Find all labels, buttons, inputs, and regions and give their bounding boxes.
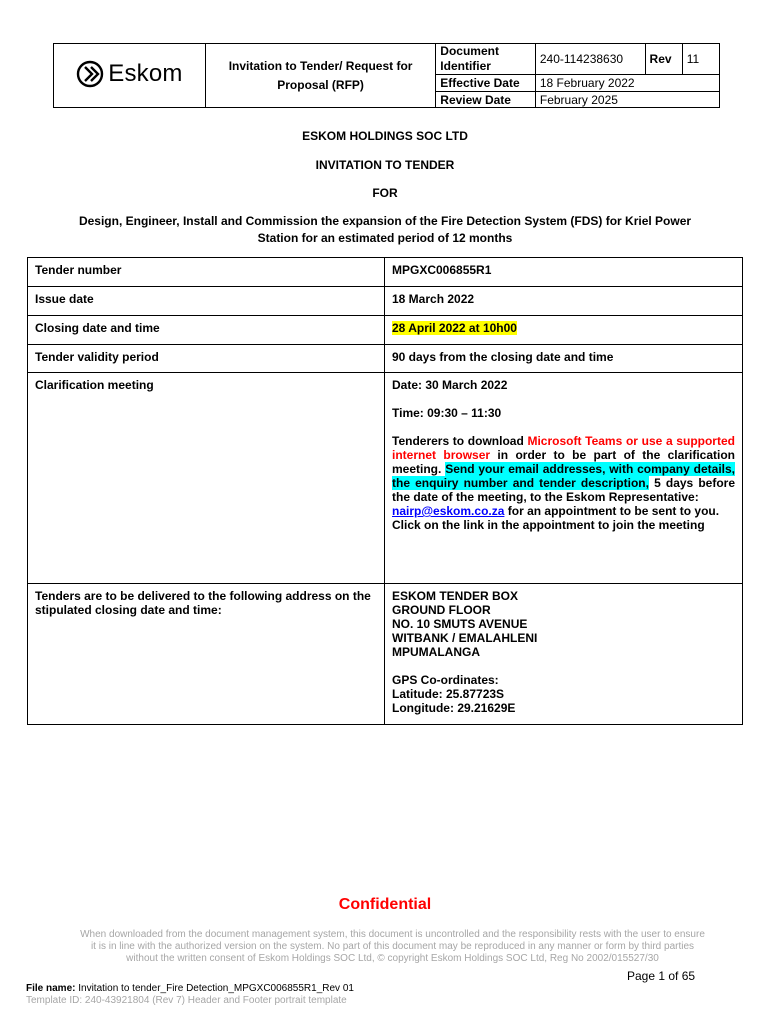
issue-date-label: Issue date bbox=[28, 287, 385, 316]
effective-date-label: Effective Date bbox=[436, 75, 536, 92]
instruction-text: in order to be part of the clarification meeting. bbox=[392, 448, 735, 476]
eskom-logo bbox=[76, 60, 182, 88]
company-name: ESKOM HOLDINGS SOC LTD bbox=[302, 129, 468, 143]
template-id: Template ID: 240-43921804 (Rev 7) Header and Footer portrait template bbox=[26, 995, 347, 1006]
validity-value: 90 days from the closing date and time bbox=[385, 345, 743, 373]
invitation-heading: INVITATION TO TENDER bbox=[315, 158, 455, 172]
file-name-label: File name: bbox=[26, 983, 76, 994]
gps-latitude: Latitude: 25.87723S bbox=[392, 687, 505, 701]
tender-number-label: Tender number bbox=[28, 258, 385, 287]
file-name bbox=[26, 983, 354, 995]
address-line: MPUMALANGA bbox=[392, 645, 480, 659]
closing-date-label: Closing date and time bbox=[28, 316, 385, 345]
table-row bbox=[28, 373, 743, 584]
teams-requirement: Microsoft Teams or use a supported internet browser bbox=[392, 434, 735, 462]
effective-date-value: 18 February 2022 bbox=[535, 75, 719, 92]
delivery-label: Tenders are to be delivered to the following address on the stipulated closing date and time: bbox=[28, 584, 385, 725]
disclaimer-text: When downloaded from the document management system, this document is uncontrolled and the responsibility rests with the user to ensure it is in line with the authorized version on the system. No part of this document may be reproduced in any manner or form by third parties without the written consent of Eskom Holdings SOC Ltd, © copyright Eskom Holdings SOC Ltd, Reg No 2002/015527/30 bbox=[80, 929, 705, 964]
for-heading: FOR bbox=[372, 186, 398, 200]
document-title: Invitation to Tender/ Request for Proposal (RFP) bbox=[205, 44, 435, 108]
doc-id-label: Document Identifier bbox=[436, 44, 536, 75]
table-row bbox=[28, 345, 743, 373]
tender-details-table bbox=[27, 257, 743, 725]
address-line: WITBANK / EMALAHLENI bbox=[392, 631, 538, 645]
tender-number-value: MPGXC006855R1 bbox=[385, 258, 743, 287]
page-number: Page 1 of 65 bbox=[627, 969, 696, 983]
clarification-date: Date: 30 March 2022 bbox=[392, 378, 508, 392]
gps-label: GPS Co-ordinates: bbox=[392, 673, 499, 687]
table-row bbox=[28, 287, 743, 316]
instruction-text: for an appointment to be sent to you. bbox=[504, 504, 720, 518]
instruction-text: Tenderers to download bbox=[392, 434, 528, 448]
representative-email-link[interactable]: nairp@eskom.co.za bbox=[392, 504, 505, 518]
email-instruction-highlight: Send your email addresses, with company details, the enquiry number and tender description, bbox=[392, 462, 735, 490]
delivery-address bbox=[385, 584, 743, 725]
gps-longitude: Longitude: 29.21629E bbox=[392, 701, 516, 715]
eskom-emblem-icon bbox=[76, 60, 104, 88]
address-line: NO. 10 SMUTS AVENUE bbox=[392, 617, 528, 631]
clarification-instructions bbox=[392, 434, 735, 518]
review-date-label: Review Date bbox=[436, 92, 536, 108]
confidential-label: Confidential bbox=[338, 896, 432, 913]
table-row bbox=[28, 584, 743, 725]
tender-subject: Design, Engineer, Install and Commission the expansion of the Fire Detection System (FDS) for Kriel Power Station for an estimated period of 12 months bbox=[78, 214, 692, 245]
address-line: ESKOM TENDER BOX bbox=[392, 589, 519, 603]
review-date-value: February 2025 bbox=[535, 92, 719, 108]
instruction-text: 5 days before the date of the meeting, to the Eskom Representative: bbox=[392, 476, 735, 504]
closing-date-cell bbox=[385, 316, 743, 345]
issue-date-value: 18 March 2022 bbox=[385, 287, 743, 316]
logo-wordmark: Eskom bbox=[108, 60, 183, 87]
clarification-label: Clarification meeting bbox=[28, 373, 385, 584]
file-name-value: Invitation to tender_Fire Detection_MPGXC006855R1_Rev 01 bbox=[75, 983, 354, 994]
validity-label: Tender validity period bbox=[28, 345, 385, 373]
clarification-time: Time: 09:30 – 11:30 bbox=[392, 406, 502, 420]
table-row bbox=[28, 258, 743, 287]
join-instruction: Click on the link in the appointment to join the meeting bbox=[392, 518, 705, 532]
table-row bbox=[28, 316, 743, 345]
rev-label: Rev bbox=[645, 44, 682, 75]
document-header-table bbox=[53, 43, 720, 108]
doc-id-value: 240-114238630 bbox=[535, 44, 645, 75]
closing-date-value: 28 April 2022 at 10h00 bbox=[392, 321, 517, 335]
rev-value: 11 bbox=[682, 44, 719, 75]
clarification-details bbox=[385, 373, 743, 584]
logo-cell bbox=[54, 44, 206, 108]
address-line: GROUND FLOOR bbox=[392, 603, 491, 617]
